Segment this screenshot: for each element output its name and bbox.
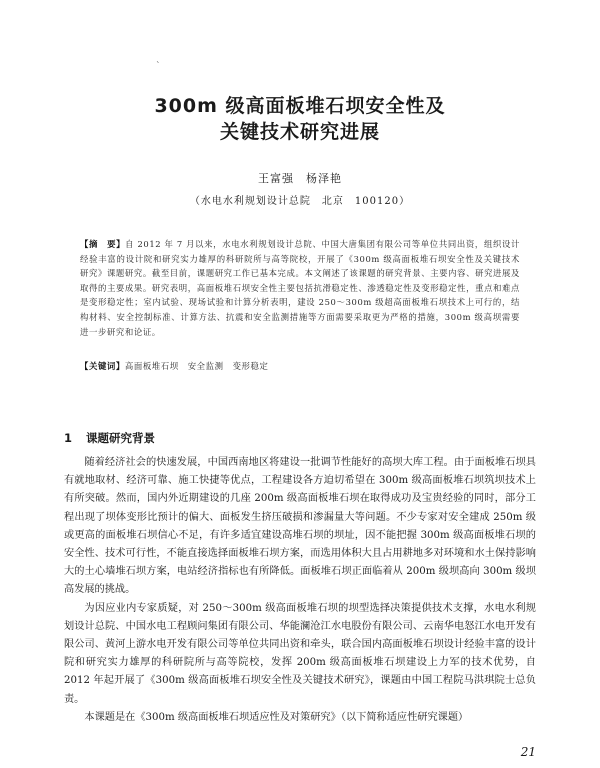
abstract-text: 自 2012 年 7 月以来，水电水利规划设计总院、中国大唐集团有限公司等单位共同出资，组织设计经验丰富的设计院和研究实力雄厚的科研院所与高等院校，开展了《300m 级高面板堆石坝安全性及关键技术研究》课题研究。截至目前，课题研究工作已基本完成。本文阐述了该课题的研究背景、主要内容、研究进展及取得的主要成果。研究表明，高面板堆石坝安全性主要包括抗滑稳定性、渗透稳定性及变形稳定性，重点和难点是变形稳定性；室内试验、现场试验和计算分析表明，建设 250～300m 级超高面板堆石坝技术上可行的，结构材料、安全控制标准、计算方法、抗震和安全监测措施等方面需要采取更为严格的措施，300m 级高坝需要进一步研究和论证。: [80, 239, 521, 337]
section-title: 课题研究背景: [86, 431, 156, 445]
page-number: 21: [520, 745, 536, 759]
affiliation: （水电水利规划设计总院 北京 100120）: [189, 196, 411, 207]
paragraph: 随着经济社会的快速发展，中国西南地区将建设一批调节性能好的高坝大库工程。由于面板堆石坝具有就地取材、经济可靠、施工快捷等优点，工程建设各方迫切希望在 300m 级高面板堆石坝筑坝技术上有所突破。然而，国内外近期建设的几座 200m 级高面板堆石坝在取得成功及宝贵经验的同时，部分工程出现了坝体变形比预计的偏大、面板发生挤压破损和渗漏量大等问题。不少专家对安全建成 250m 级或更高的面板堆石坝信心不足，有许多适宜建设高堆石坝的坝址，因不能把握 300m 级高面板堆石坝的安全性、技术可行性，不能直接选择面板堆石坝方案，而选用体积大且占用耕地多对环境和水土保持影响大的土心墙堆石坝方案，电站经济指标也有所降低。面板堆石坝正面临着从 200m 级坝高向 300m 级坝高发展的挑战。: [64, 457, 536, 596]
paragraph: 本课题是在《300m 级高面板堆石坝适应性及对策研究》（以下简称适应性研究课题）: [84, 711, 469, 723]
authors: 王富强 杨泽艳: [258, 172, 342, 185]
paper-title-line-1: 300m 级高面板堆石坝安全性及: [154, 95, 446, 117]
scan-speck: `: [156, 62, 161, 72]
abstract: [80, 237, 520, 339]
keywords: [80, 359, 520, 373]
paper-title-line-2: 关键技术研究进展: [219, 121, 380, 143]
section-number: 1: [64, 431, 73, 445]
keywords-label: 【关键词】: [80, 361, 125, 371]
keywords-text: 高面板堆石坝 安全监测 变形稳定: [124, 361, 269, 371]
abstract-label: 【摘 要】: [80, 239, 126, 249]
section-heading: [64, 430, 155, 446]
body-text: [64, 454, 536, 727]
paragraph: 为因应业内专家质疑，对 250～300m 级高面板堆石坝的坝型选择决策提供技术支撑，水电水利规划设计总院、中国水电工程顾问集团有限公司、华能澜沧江水电股份有限公司、云南华电怒江水电开发有限公司、黄河上游水电开发有限公司等单位共同出资和牵头，联合国内高面板堆石坝设计经验丰富的设计院和研究实力雄厚的科研院所与高等院校，发挥 200m 级高面板堆石坝建设上力军的技术优势，自 2012 年起开展了《300m 级高面板堆石坝安全性及关键技术研究》，课题由中国工程院马洪琪院士总负责。: [64, 602, 536, 705]
